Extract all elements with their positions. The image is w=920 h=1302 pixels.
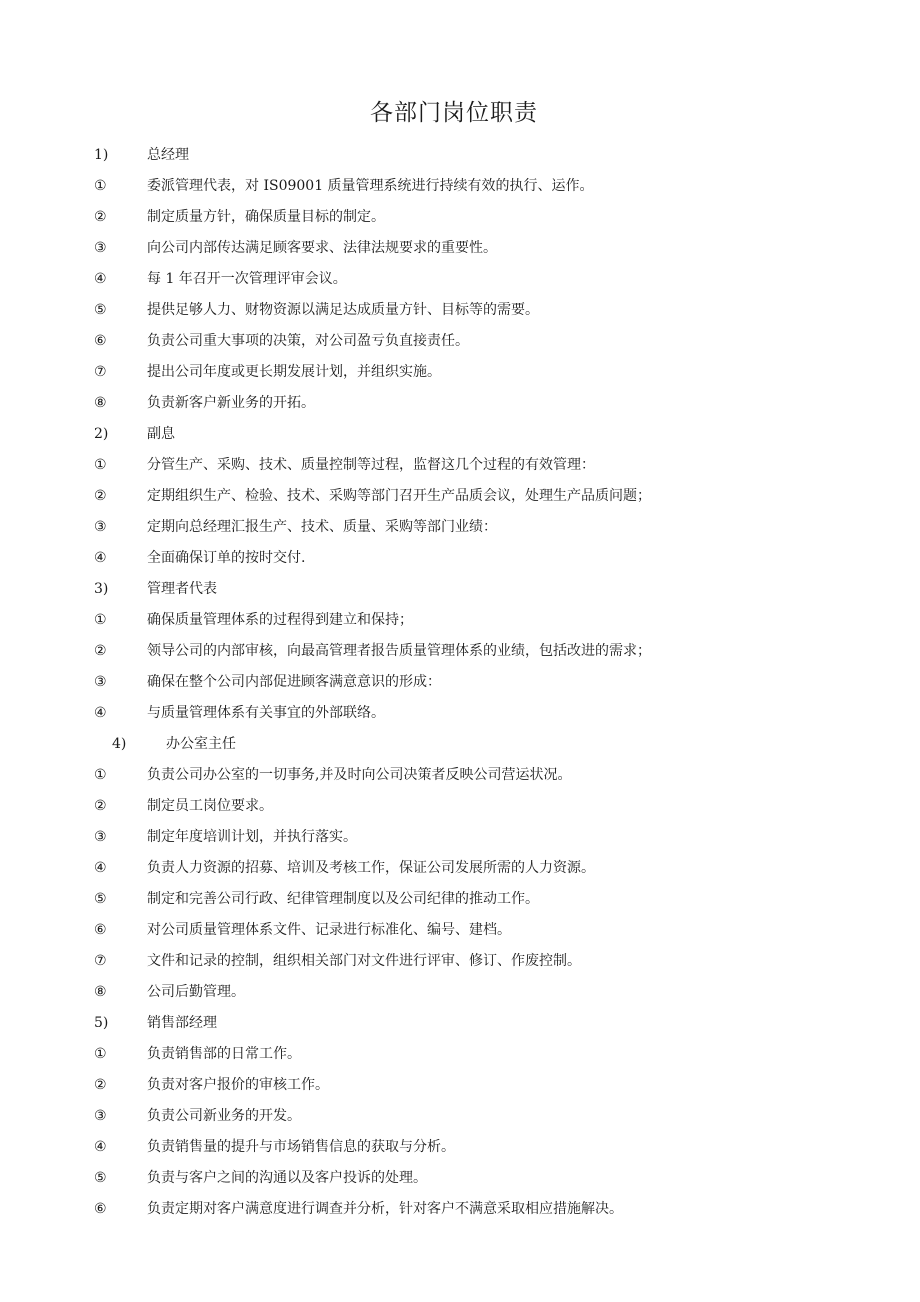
item-text: 与质量管理体系有关事宜的外部联络。 xyxy=(147,705,385,721)
list-item xyxy=(0,171,920,202)
item-text: 对公司质量管理体系文件、记录进行标准化、编号、建档。 xyxy=(147,922,511,938)
item-marker: ① xyxy=(94,767,107,783)
item-marker: ⑤ xyxy=(94,302,107,318)
item-marker: ④ xyxy=(94,1139,107,1155)
item-marker: ① xyxy=(94,457,107,473)
item-marker: ② xyxy=(94,798,107,814)
item-marker: ⑤ xyxy=(94,1170,107,1186)
item-text: 负责公司办公室的一切事务,并及时向公司决策者反映公司营运状况。 xyxy=(147,767,572,783)
item-marker: ④ xyxy=(94,271,107,287)
section-number: 4) xyxy=(112,736,127,752)
item-text: 提出公司年度或更长期发展计划，并组织实施。 xyxy=(147,364,441,380)
list-item xyxy=(0,822,920,853)
item-marker: ④ xyxy=(94,860,107,876)
item-marker: ⑥ xyxy=(94,922,107,938)
list-item xyxy=(0,295,920,326)
list-item xyxy=(0,1132,920,1163)
item-marker: ④ xyxy=(94,550,107,566)
section-heading xyxy=(0,140,920,171)
item-text: 负责定期对客户满意度进行调查并分析，针对客户不满意采取相应措施解决。 xyxy=(147,1201,623,1217)
item-marker: ③ xyxy=(94,519,107,535)
section-heading xyxy=(0,574,920,605)
item-text: 文件和记录的控制，组织相关部门对文件进行评审、修订、作废控制。 xyxy=(147,953,581,969)
item-text: 制定和完善公司行政、纪律管理制度以及公司纪律的推动工作。 xyxy=(147,891,539,907)
list-item xyxy=(0,636,920,667)
item-marker: ⑤ xyxy=(94,891,107,907)
section-title: 副息 xyxy=(147,426,175,442)
document-title: 各部门岗位职责 xyxy=(370,100,538,126)
section-number: 1) xyxy=(94,147,109,163)
list-item xyxy=(0,1070,920,1101)
list-item xyxy=(0,450,920,481)
item-text: 负责公司新业务的开发。 xyxy=(147,1108,301,1124)
section-heading xyxy=(0,1008,920,1039)
item-text: 领导公司的内部审核，向最高管理者报告质量管理体系的业绩，包括改进的需求； xyxy=(147,643,651,659)
item-text: 公司后勤管理。 xyxy=(147,984,245,1000)
item-marker: ⑧ xyxy=(94,984,107,1000)
item-text: 制定年度培训计划，并执行落实。 xyxy=(147,829,357,845)
item-marker: ① xyxy=(94,178,107,194)
item-marker: ② xyxy=(94,488,107,504)
responsibility-list xyxy=(0,140,920,1225)
list-item xyxy=(0,605,920,636)
list-item xyxy=(0,233,920,264)
item-marker: ⑧ xyxy=(94,395,107,411)
list-item xyxy=(0,1163,920,1194)
list-item xyxy=(0,915,920,946)
item-text: 定期向总经理汇报生产、技术、质量、采购等部门业绩： xyxy=(147,519,497,535)
list-item xyxy=(0,667,920,698)
item-marker: ② xyxy=(94,209,107,225)
list-item xyxy=(0,388,920,419)
item-text: 全面确保订单的按时交付. xyxy=(147,550,306,566)
item-text: 负责新客户新业务的开拓。 xyxy=(147,395,315,411)
section-heading xyxy=(0,419,920,450)
list-item xyxy=(0,853,920,884)
section-number: 3) xyxy=(94,581,109,597)
item-marker: ⑦ xyxy=(94,953,107,969)
item-marker: ④ xyxy=(94,705,107,721)
item-marker: ⑦ xyxy=(94,364,107,380)
item-text: 制定员工岗位要求。 xyxy=(147,798,273,814)
item-marker: ③ xyxy=(94,1108,107,1124)
list-item xyxy=(0,791,920,822)
list-item xyxy=(0,202,920,233)
item-text: 分管生产、采购、技术、质量控制等过程，监督这几个过程的有效管理： xyxy=(147,457,595,473)
item-text: 负责销售量的提升与市场销售信息的获取与分析。 xyxy=(147,1139,455,1155)
section-heading xyxy=(0,729,920,760)
list-item xyxy=(0,512,920,543)
list-item xyxy=(0,264,920,295)
item-text: 确保在整个公司内部促进顾客满意意识的形成： xyxy=(147,674,441,690)
section-title: 管理者代表 xyxy=(147,581,217,597)
list-item xyxy=(0,481,920,512)
item-marker: ⑥ xyxy=(94,1201,107,1217)
item-text: 委派管理代表，对 IS09001 质量管理系统进行持续有效的执行、运作。 xyxy=(147,178,594,194)
item-text: 负责人力资源的招募、培训及考核工作，保证公司发展所需的人力资源。 xyxy=(147,860,595,876)
section-title: 办公室主任 xyxy=(166,736,236,752)
item-text: 每 1 年召开一次管理评审会议。 xyxy=(147,271,347,287)
list-item xyxy=(0,1194,920,1225)
item-text: 定期组织生产、检验、技术、采购等部门召开生产品质会议，处理生产品质问题； xyxy=(147,488,651,504)
item-text: 提供足够人力、财物资源以满足达成质量方针、目标等的需要。 xyxy=(147,302,539,318)
item-text: 负责与客户之间的沟通以及客户投诉的处理。 xyxy=(147,1170,427,1186)
list-item xyxy=(0,946,920,977)
list-item xyxy=(0,977,920,1008)
list-item xyxy=(0,1039,920,1070)
item-marker: ① xyxy=(94,612,107,628)
section-number: 2) xyxy=(94,426,109,442)
list-item xyxy=(0,543,920,574)
list-item xyxy=(0,357,920,388)
list-item xyxy=(0,1101,920,1132)
item-marker: ① xyxy=(94,1046,107,1062)
list-item xyxy=(0,326,920,357)
item-marker: ③ xyxy=(94,674,107,690)
item-text: 负责公司重大事项的决策，对公司盈亏负直接责任。 xyxy=(147,333,469,349)
item-marker: ② xyxy=(94,643,107,659)
item-text: 制定质量方针，确保质量目标的制定。 xyxy=(147,209,385,225)
item-text: 负责销售部的日常工作。 xyxy=(147,1046,301,1062)
item-marker: ⑥ xyxy=(94,333,107,349)
item-marker: ③ xyxy=(94,240,107,256)
item-marker: ② xyxy=(94,1077,107,1093)
list-item xyxy=(0,884,920,915)
item-marker: ③ xyxy=(94,829,107,845)
section-title: 销售部经理 xyxy=(147,1015,217,1031)
list-item xyxy=(0,760,920,791)
item-text: 负责对客户报价的审核工作。 xyxy=(147,1077,329,1093)
item-text: 向公司内部传达满足顾客要求、法律法规要求的重要性。 xyxy=(147,240,497,256)
section-title: 总经理 xyxy=(147,147,189,163)
section-number: 5) xyxy=(94,1015,109,1031)
item-text: 确保质量管理体系的过程得到建立和保持； xyxy=(147,612,413,628)
list-item xyxy=(0,698,920,729)
